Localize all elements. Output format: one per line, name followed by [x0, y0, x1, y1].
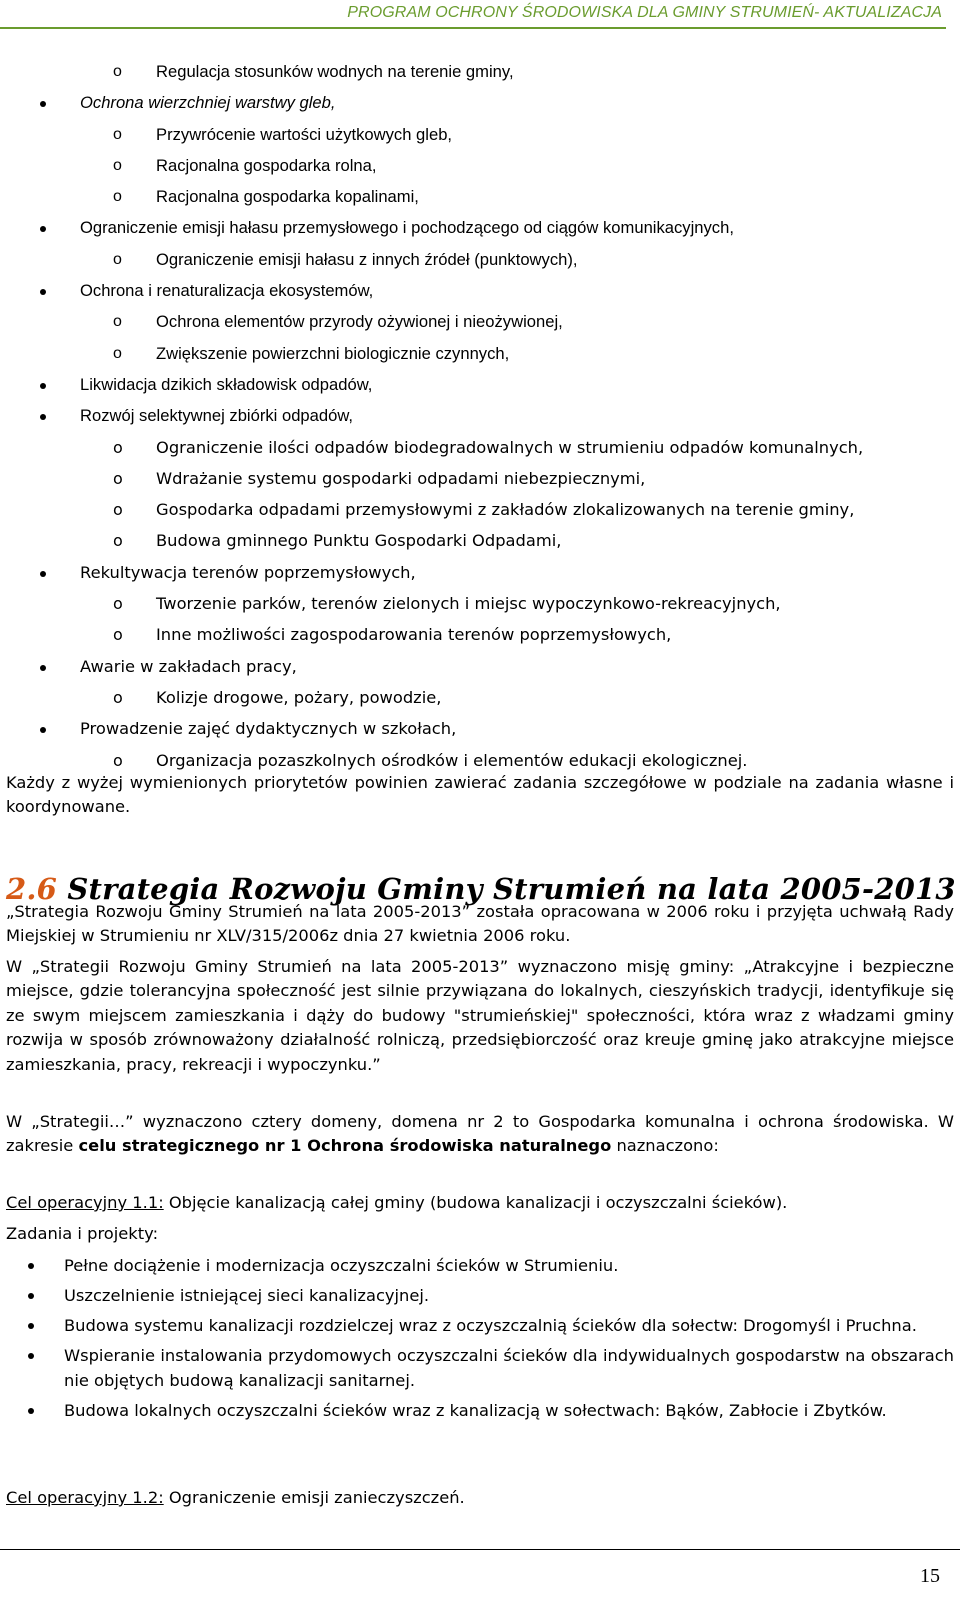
bullet-icon	[28, 1353, 34, 1359]
list-item-text: Rekultywacja terenów poprzemysłowych,	[80, 562, 416, 582]
bullet-icon	[40, 727, 46, 733]
list-item-text: Przywrócenie wartości użytkowych gleb,	[156, 124, 453, 144]
list-item-text: Ochrona wierzchniej warstwy gleb,	[80, 93, 336, 113]
list-item-text: Zwiększenie powierzchni biologicznie czynnych,	[156, 343, 510, 363]
bullet-icon	[28, 1293, 34, 1299]
sub-bullet-icon: o	[113, 531, 123, 551]
list-item-text: Likwidacja dzikich składowisk odpadów,	[80, 374, 373, 394]
list-item-text: Tworzenie parków, terenów zielonych i miejsc wypoczynkowo-rekreacyjnych,	[156, 594, 781, 614]
bullet-icon	[40, 289, 46, 295]
task-item	[0, 1398, 960, 1423]
list-item-text: Budowa gminnego Punktu Gospodarki Odpadami,	[156, 531, 562, 551]
page-number: 15	[920, 1565, 940, 1587]
page-header	[0, 0, 960, 32]
list-item-text: Ochrona elementów przyrody ożywionej i nieożywionej,	[156, 312, 563, 332]
bullet-icon	[40, 414, 46, 420]
sub-list-item	[0, 682, 960, 713]
list-item	[0, 651, 960, 682]
list-item	[0, 369, 960, 400]
list-item	[0, 275, 960, 306]
list-item-text: Organizacja pozaszkolnych ośrodków i elementów edukacji ekologicznej.	[156, 750, 748, 770]
sub-bullet-icon: o	[113, 156, 122, 174]
list-item	[0, 557, 960, 588]
task-text: Wspieranie instalowania przydomowych oczyszczalni ścieków dla indywidualnych gospodarstw na obszarach nie objętych budową kanalizacji sanitarnej.	[64, 1346, 954, 1390]
sub-bullet-icon: o	[113, 500, 123, 520]
strategy-intro-paragraph: „Strategia Rozwoju Gminy Strumień na lata 2005-2013” została opracowana w 2006 roku i przyjęta uchwałą Rady Miejskiej w Strumieniu nr XLV/315/2006z dnia 27 kwietnia 2006 roku.	[6, 902, 954, 946]
domains-text-end: naznaczono:	[611, 1136, 719, 1156]
sub-bullet-icon: o	[113, 594, 123, 614]
sub-list-item	[0, 181, 960, 212]
sub-bullet-icon: o	[113, 250, 122, 268]
tasks-label: Zadania i projekty:	[6, 1224, 159, 1243]
task-item	[0, 1313, 960, 1338]
list-item-text: Inne możliwości zagospodarowania terenów poprzemysłowych,	[156, 625, 672, 645]
goal-1-1	[6, 1191, 954, 1215]
sub-bullet-icon: o	[113, 313, 122, 331]
goal-1-2-label: Cel operacyjny 1.2:	[6, 1488, 164, 1507]
list-item-text: Ograniczenie ilości odpadów biodegradowalnych w strumieniu odpadów komunalnych,	[156, 437, 864, 457]
list-item-text: Regulacja stosunków wodnych na terenie gminy,	[156, 62, 514, 81]
task-text: Pełne dociążenie i modernizacja oczyszczalni ścieków w Strumieniu.	[64, 1256, 619, 1275]
section-title: Strategia Rozwoju Gminy Strumień na lata 2005-2013	[67, 872, 956, 906]
sub-bullet-icon: o	[113, 63, 122, 80]
goal-1-2-text: Ograniczenie emisji zanieczyszczeń.	[163, 1488, 465, 1507]
sub-bullet-icon: o	[113, 468, 123, 488]
sub-list-item	[0, 244, 960, 275]
task-text: Budowa lokalnych oczyszczalni ścieków wraz z kanalizacją w sołectwach: Bąków, Zabłocie i Zbytków.	[64, 1401, 887, 1420]
strategic-goal: celu strategicznego nr 1 Ochrona środowiska naturalnego	[78, 1136, 612, 1156]
goal-1-1-label: Cel operacyjny 1.1:	[6, 1193, 164, 1212]
list-item-text: Gospodarka odpadami przemysłowymi z zakładów zlokalizowanych na terenie gminy,	[156, 500, 855, 520]
sub-list-item	[0, 588, 960, 619]
task-item	[0, 1253, 960, 1278]
domains-paragraph	[6, 1110, 954, 1159]
list-item-text: Rozwój selektywnej zbiórki odpadów,	[80, 406, 354, 426]
list-item-text: Racjonalna gospodarka kopalinami,	[156, 187, 419, 207]
list-item	[0, 400, 960, 431]
section-number: 2.6	[6, 872, 58, 906]
bullet-icon	[40, 101, 46, 107]
sub-list-item	[0, 619, 960, 650]
bullet-icon	[28, 1408, 34, 1414]
bullet-icon	[40, 226, 46, 232]
list-item-text: Wdrażanie systemu gospodarki odpadami niebezpiecznymi,	[156, 468, 646, 488]
domains-text: W „Strategii…” wyznaczono cztery domeny, domena nr 2 to Gospodarka komunalna i ochrona środowiska. W zakresie	[6, 1112, 954, 1156]
header-rule	[0, 27, 946, 29]
sub-bullet-icon: o	[113, 125, 122, 143]
task-item	[0, 1343, 960, 1393]
bullet-icon	[28, 1323, 34, 1329]
bullet-icon	[40, 665, 46, 671]
sub-list-item	[0, 119, 960, 150]
list-item	[0, 212, 960, 243]
list-item	[0, 713, 960, 744]
sub-list-item	[0, 432, 960, 463]
tasks-list	[0, 1253, 960, 1423]
sub-list-item	[0, 150, 960, 181]
list-item-text: Prowadzenie zajęć dydaktycznych w szkołach,	[80, 719, 457, 739]
priority-note: Każdy z wyżej wymienionych priorytetów powinien zawierać zadania szczegółowe w podziale na zadania własne i koordynowane.	[6, 773, 954, 817]
bullet-icon	[40, 571, 46, 577]
list-item	[0, 87, 960, 118]
list-item-text: Ochrona i renaturalizacja ekosystemów,	[80, 281, 374, 301]
task-item	[0, 1283, 960, 1308]
bullet-icon	[40, 383, 46, 389]
list-item-text: Racjonalna gospodarka rolna,	[156, 155, 377, 175]
sub-list-item	[0, 463, 960, 494]
list-item-text: Awarie w zakładach pracy,	[80, 656, 297, 676]
priority-list	[0, 56, 960, 776]
list-item-text: Kolizje drogowe, pożary, powodzie,	[156, 687, 442, 707]
mission-paragraph: W „Strategii Rozwoju Gminy Strumień na lata 2005-2013” wyznaczono misję gminy: „Atrakcyjne i bezpieczne miejsce, gdzie tolerancyjna społeczność jest silnie przywiązana do lokalnych, cieszyńskich tradycji, identyfikuje się ze swym miejscem zamieszkania i dąży do budowy "strumieńskiej" społeczności, która wraz z władzami gminy rozwija w sposób zrównoważony działalność rolniczą, przedsiębiorczość oraz kreuje gminę jako atrakcyjne miejsce zamieszkania, pracy, rekreacji i wypoczynku.”	[6, 957, 954, 1074]
sub-bullet-icon: o	[113, 750, 123, 770]
sub-list-item	[0, 306, 960, 337]
sub-bullet-icon: o	[113, 625, 123, 645]
sub-bullet-icon: o	[113, 188, 122, 206]
sub-list-item	[0, 525, 960, 556]
sub-bullet-icon: o	[113, 437, 123, 457]
sub-list-item	[0, 338, 960, 369]
task-text: Budowa systemu kanalizacji rozdzielczej wraz z oczyszczalnią ścieków dla sołectw: Drogomyśl i Pruchna.	[64, 1316, 917, 1335]
footer-rule	[0, 1549, 960, 1550]
task-text: Uszczelnienie istniejącej sieci kanalizacyjnej.	[64, 1286, 430, 1305]
bullet-icon	[28, 1263, 34, 1269]
goal-1-1-text: Objęcie kanalizacją całej gminy (budowa kanalizacji i oczyszczalni ścieków).	[163, 1193, 788, 1212]
list-item-text: Ograniczenie emisji hałasu przemysłowego i pochodzącego od ciągów komunikacyjnych,	[80, 218, 734, 238]
sub-bullet-icon: o	[113, 687, 123, 707]
sub-list-item	[0, 56, 960, 87]
list-item-text: Ograniczenie emisji hałasu z innych źródeł (punktowych),	[156, 249, 578, 269]
sub-list-item	[0, 494, 960, 525]
sub-bullet-icon: o	[113, 344, 122, 362]
goal-1-2	[6, 1486, 954, 1510]
header-title: PROGRAM OCHRONY ŚRODOWISKA DLA GMINY STRUMIEŃ- AKTUALIZACJA	[347, 4, 942, 21]
